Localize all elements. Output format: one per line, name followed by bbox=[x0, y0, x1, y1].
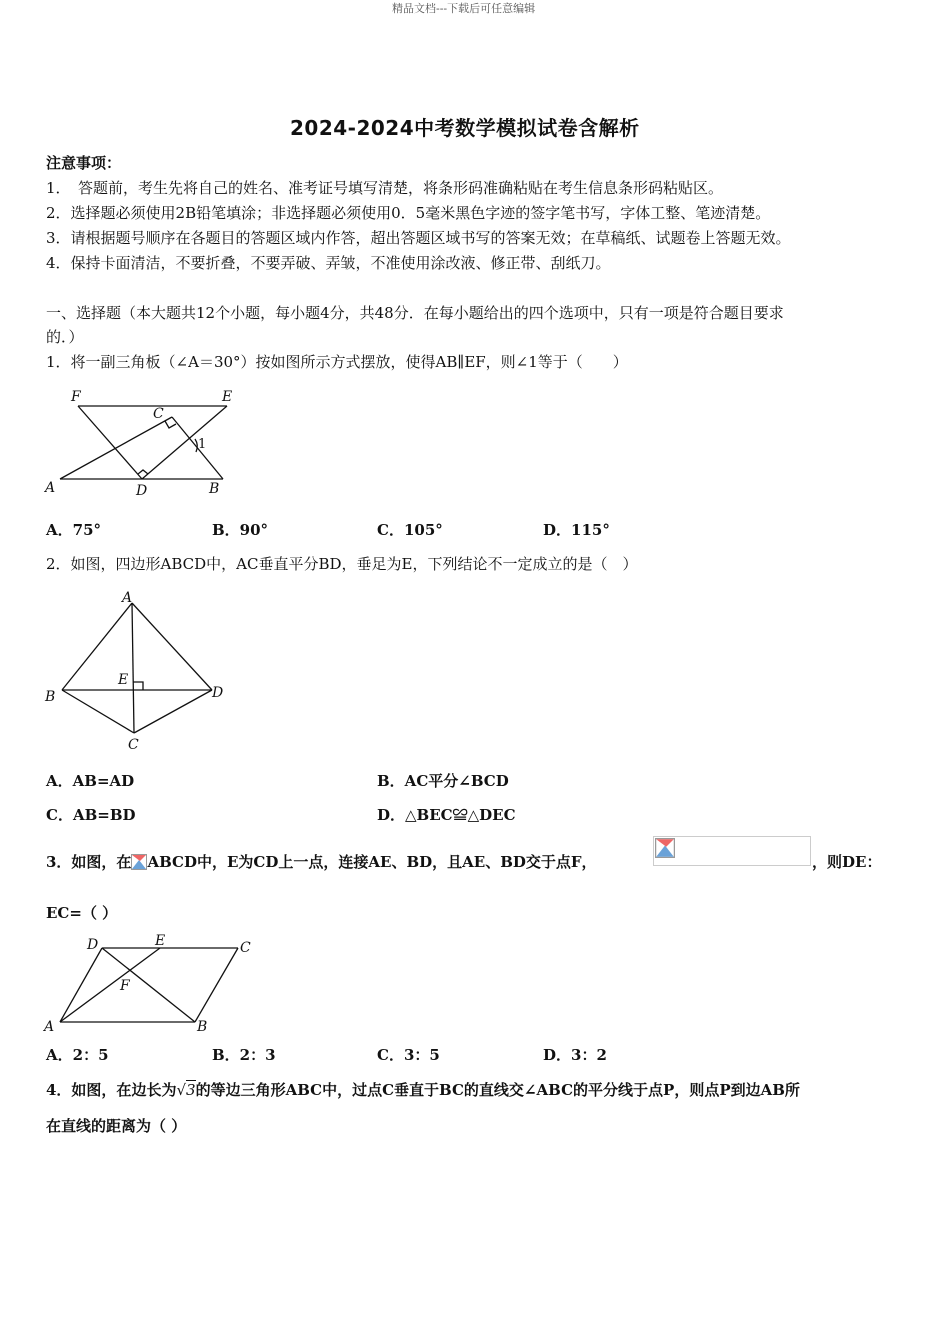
label-D: D bbox=[212, 685, 224, 701]
question-3-text-d: EC=（ ） bbox=[46, 904, 118, 922]
q3-option-b: B．2：3 bbox=[212, 1046, 276, 1064]
broken-image-placeholder bbox=[653, 836, 811, 866]
notice-heading: 注意事项： bbox=[46, 154, 122, 172]
q3-option-d: D．3：2 bbox=[543, 1046, 607, 1064]
q2-option-b: B．AC平分∠BCD bbox=[377, 772, 509, 790]
label-C: C bbox=[153, 406, 164, 422]
label-C: C bbox=[128, 737, 139, 753]
question-3-text-b: ABCD中，E为CD上一点，连接AE、BD，且AE、BD交于点F， bbox=[147, 853, 597, 871]
label-A: A bbox=[122, 590, 133, 606]
label-F: F bbox=[71, 389, 81, 405]
notice-item: 1． 答题前，考生先将自己的姓名、准考证号填写清楚，将条形码准确粘贴在考生信息条形码粘贴区。 bbox=[46, 179, 724, 197]
label-D: D bbox=[87, 937, 99, 953]
label-C: C bbox=[240, 940, 251, 956]
q2-option-d: D．△BEC≌△DEC bbox=[377, 806, 516, 824]
question-4-text-a: 4．如图，在边长为 bbox=[46, 1081, 177, 1099]
label-A: A bbox=[45, 480, 56, 496]
label-B: B bbox=[197, 1019, 208, 1035]
broken-image-icon bbox=[131, 854, 147, 870]
q1-option-a: A．75° bbox=[46, 521, 102, 539]
page-title: 2024-2024中考数学模拟试卷含解析 bbox=[290, 116, 640, 140]
label-D: D bbox=[136, 483, 148, 499]
broken-image-icon bbox=[655, 838, 675, 858]
label-E: E bbox=[118, 672, 129, 688]
question-2-figure bbox=[40, 587, 240, 757]
page-header: 精品文档---下载后可任意编辑 bbox=[392, 2, 536, 15]
label-B: B bbox=[209, 481, 220, 497]
q3-option-c: C．3：5 bbox=[377, 1046, 440, 1064]
question-4-text-c: 在直线的距离为（ ） bbox=[46, 1117, 187, 1135]
section-heading-line1: 一、选择题（本大题共12个小题，每小题4分，共48分．在每小题给出的四个选项中，只有一项是符合题目要求 bbox=[46, 304, 784, 322]
question-3-text-c: ，则DE： bbox=[812, 853, 882, 871]
notice-item: 2．选择题必须使用2B铅笔填涂；非选择题必须使用0．5毫米黑色字迹的签字笔书写，字体工整、笔迹清楚。 bbox=[46, 204, 771, 222]
question-3-text-a: 3．如图，在 bbox=[46, 853, 132, 871]
label-angle-1: 1 bbox=[198, 437, 207, 452]
notice-item: 3．请根据题号顺序在各题目的答题区域内作答，超出答题区域书写的答案无效；在草稿纸、试题卷上答题无效。 bbox=[46, 229, 791, 247]
notice-item: 4．保持卡面清洁，不要折叠，不要弄破、弄皱，不准使用涂改液、修正带、刮纸刀。 bbox=[46, 254, 611, 272]
sqrt-value: 3 bbox=[186, 1081, 196, 1099]
question-3-text bbox=[46, 851, 597, 872]
question-1-text: 1．将一副三角板（∠A＝30°）按如图所示方式摆放，使得AB∥EF，则∠1等于（ ） bbox=[46, 353, 628, 371]
question-4-text-b: 的等边三角形ABC中，过点C垂直于BC的直线交∠ABC的平分线于点P，则点P到边AB所 bbox=[195, 1081, 800, 1099]
question-1-figure bbox=[40, 385, 250, 500]
label-A: A bbox=[44, 1019, 55, 1035]
label-E: E bbox=[155, 933, 166, 949]
question-4-text bbox=[46, 1079, 800, 1100]
q1-option-c: C．105° bbox=[377, 521, 443, 539]
label-E: E bbox=[222, 389, 233, 405]
sqrt-icon: √3 bbox=[176, 1081, 196, 1099]
q1-option-b: B．90° bbox=[212, 521, 269, 539]
q2-option-a: A．AB=AD bbox=[46, 772, 135, 790]
label-B: B bbox=[45, 689, 56, 705]
section-heading-line2: 的．） bbox=[46, 328, 84, 346]
label-F: F bbox=[120, 978, 130, 994]
question-2-text: 2．如图，四边形ABCD中，AC垂直平分BD，垂足为E，下列结论不一定成立的是（ ） bbox=[46, 555, 638, 573]
q2-option-c: C．AB=BD bbox=[46, 806, 136, 824]
q1-option-d: D．115° bbox=[543, 521, 610, 539]
q3-option-a: A．2：5 bbox=[46, 1046, 109, 1064]
question-3-figure bbox=[40, 930, 260, 1035]
